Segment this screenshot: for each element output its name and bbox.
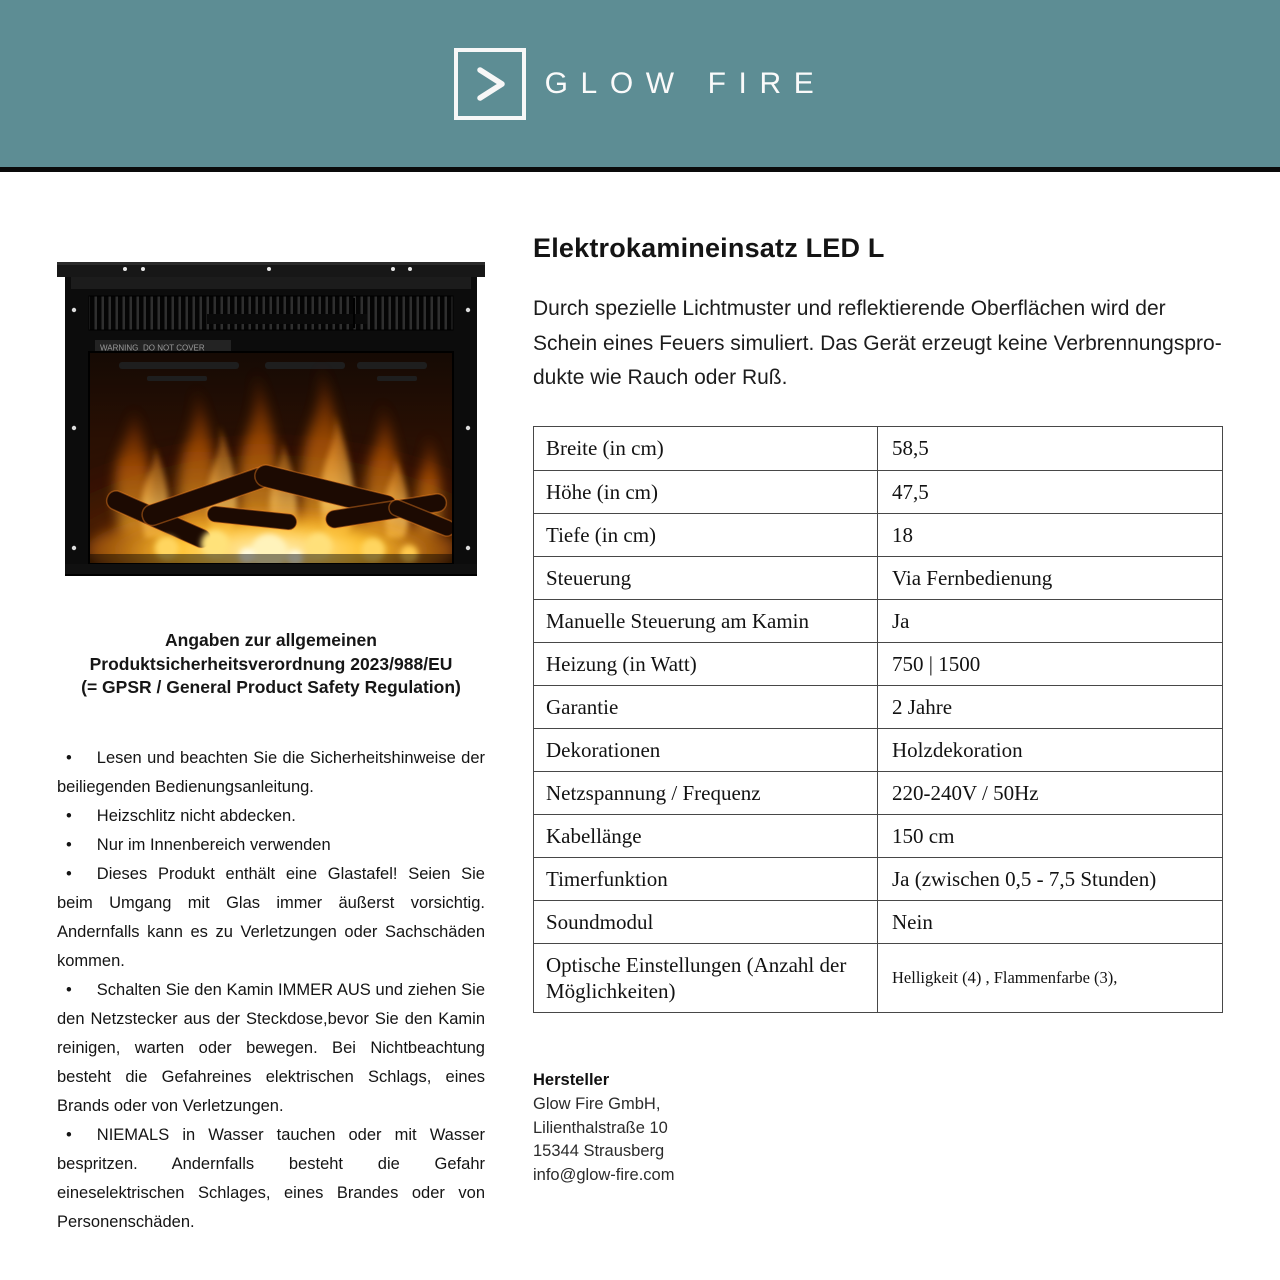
bullet-glyph: • — [66, 864, 72, 883]
spec-label: Soundmodul — [534, 901, 878, 943]
list-item — [57, 802, 485, 831]
spec-value: Ja — [892, 608, 910, 633]
spec-label: Dekorationen — [534, 729, 878, 771]
spec-label: Garantie — [534, 686, 878, 728]
spec-label: Kabellänge — [534, 815, 878, 857]
bullet-glyph: • — [66, 748, 72, 767]
table-row — [534, 771, 1222, 814]
gpsr-heading-line: (= GPSR / General Product Safety Regulation) — [81, 677, 461, 697]
warning-label-text: DO NOT COVER — [143, 343, 205, 353]
chevron-right-icon — [468, 62, 512, 106]
spec-value: Via Fernbedienung — [892, 565, 1053, 590]
table-row — [534, 513, 1222, 556]
manufacturer-name: Glow Fire GmbH, — [533, 1095, 661, 1113]
gpsr-heading — [57, 629, 485, 700]
description-line: Durch spezielle Lichtmuster und reflektierende Oberflächen wird der — [533, 297, 1166, 320]
glow-fire-logo — [454, 48, 526, 120]
list-item — [57, 976, 485, 1121]
table-row — [534, 556, 1222, 599]
spec-label: Netzspannung / Frequenz — [534, 772, 878, 814]
table-row — [534, 642, 1222, 685]
list-item — [57, 1121, 485, 1237]
list-item — [57, 744, 485, 802]
table-row — [534, 470, 1222, 513]
bullet-text: Schalten Sie den Kamin IMMER AUS und ziehen Sie den Netzstecker aus der Steckdose,bevor Sie den Kamin reinigen, warten oder bewegen. Bei Nichtbeachtung besteht die Gefahreines elektrischen Schlags, eines Brands oder von Verletzungen. — [57, 980, 485, 1115]
spec-label: Breite (in cm) — [534, 427, 878, 470]
manufacturer-email: info@glow-fire.com — [533, 1165, 675, 1184]
brand-header — [0, 0, 1280, 172]
left-column — [57, 177, 485, 1237]
spec-label: Steuerung — [534, 557, 878, 599]
table-row — [534, 728, 1222, 771]
list-item — [57, 831, 485, 860]
spec-label: Timerfunktion — [534, 858, 878, 900]
bullet-text: Heizschlitz nicht abdecken. — [96, 806, 296, 825]
gpsr-heading-line: Produktsicherheitsverordnung 2023/988/EU — [89, 653, 453, 674]
product-description — [533, 292, 1223, 396]
spec-table — [533, 426, 1223, 1013]
spec-label: Optische Einstellungen (Anzahl der Möglichkeiten) — [534, 944, 878, 1012]
manufacturer-street: Lilienthalstraße 10 — [533, 1118, 668, 1137]
warning-label-word: WARNING — [100, 343, 139, 353]
spec-value: Helligkeit (4) , Flammenfarbe (3), — [892, 968, 1118, 987]
spec-value: Holzdekoration — [892, 737, 1023, 762]
bullet-text: NIEMALS in Wasser tauchen oder mit Wasser bespritzen. Andernfalls besteht die Gefahr eineselektrischen Schlages, eines Brandes oder von Personenschäden. — [57, 1125, 485, 1231]
bullet-text: Dieses Produkt enthält eine Glastafel! Seien Sie beim Umgang mit Glas immer äußerst vorsichtig. Andernfalls kann es zu Verletzungen oder Sachschäden kommen. — [57, 864, 485, 970]
spec-value: 750 | 1500 — [892, 651, 981, 676]
bullet-text: Lesen und beachten Sie die Sicherheitshinweise der beiliegenden Bedienungsanleitung. — [57, 748, 485, 796]
spec-value: Nein — [892, 909, 933, 934]
product-image-fireplace — [57, 258, 485, 592]
bullet-glyph: • — [66, 835, 72, 854]
spec-label: Heizung (in Watt) — [534, 643, 878, 685]
table-row — [534, 943, 1222, 1012]
description-line: Schein eines Feuers simuliert. Das Gerät erzeugt keine Verbrennungspro- — [533, 331, 1222, 355]
table-row — [534, 685, 1222, 728]
bullet-text: Nur im Innenbereich verwenden — [96, 835, 331, 854]
spec-value: 58,5 — [892, 436, 929, 460]
table-row — [534, 427, 1222, 470]
spec-value: 2 Jahre — [892, 694, 953, 719]
right-column — [533, 177, 1223, 1187]
spec-value: 18 — [892, 522, 913, 547]
table-row — [534, 900, 1222, 943]
bullet-glyph: • — [66, 1125, 72, 1144]
safety-bullet-list — [57, 744, 485, 1237]
table-row — [534, 857, 1222, 900]
spec-value: 150 cm — [892, 823, 955, 848]
page-title: Elektrokamineinsatz LED L — [533, 233, 885, 263]
bullet-glyph: • — [66, 806, 72, 825]
list-item — [57, 860, 485, 976]
spec-label: Manuelle Steuerung am Kamin — [534, 600, 878, 642]
manufacturer-heading: Hersteller — [533, 1070, 610, 1089]
bullet-glyph: • — [66, 980, 72, 999]
spec-value: 220-240V / 50Hz — [892, 780, 1039, 805]
spec-label: Tiefe (in cm) — [534, 514, 878, 556]
spec-value: 47,5 — [892, 479, 929, 504]
table-row — [534, 814, 1222, 857]
spec-label: Höhe (in cm) — [534, 471, 878, 513]
brand-name: GLOW FIRE — [544, 66, 827, 100]
manufacturer-block — [533, 1069, 1223, 1188]
description-line: dukte wie Rauch oder Ruß. — [533, 366, 788, 389]
table-row — [534, 599, 1222, 642]
gpsr-heading-line: Angaben zur allgemeinen — [165, 630, 377, 650]
spec-value: Ja (zwischen 0,5 - 7,5 Stunden) — [892, 866, 1157, 891]
manufacturer-city: 15344 Strausberg — [533, 1142, 665, 1160]
